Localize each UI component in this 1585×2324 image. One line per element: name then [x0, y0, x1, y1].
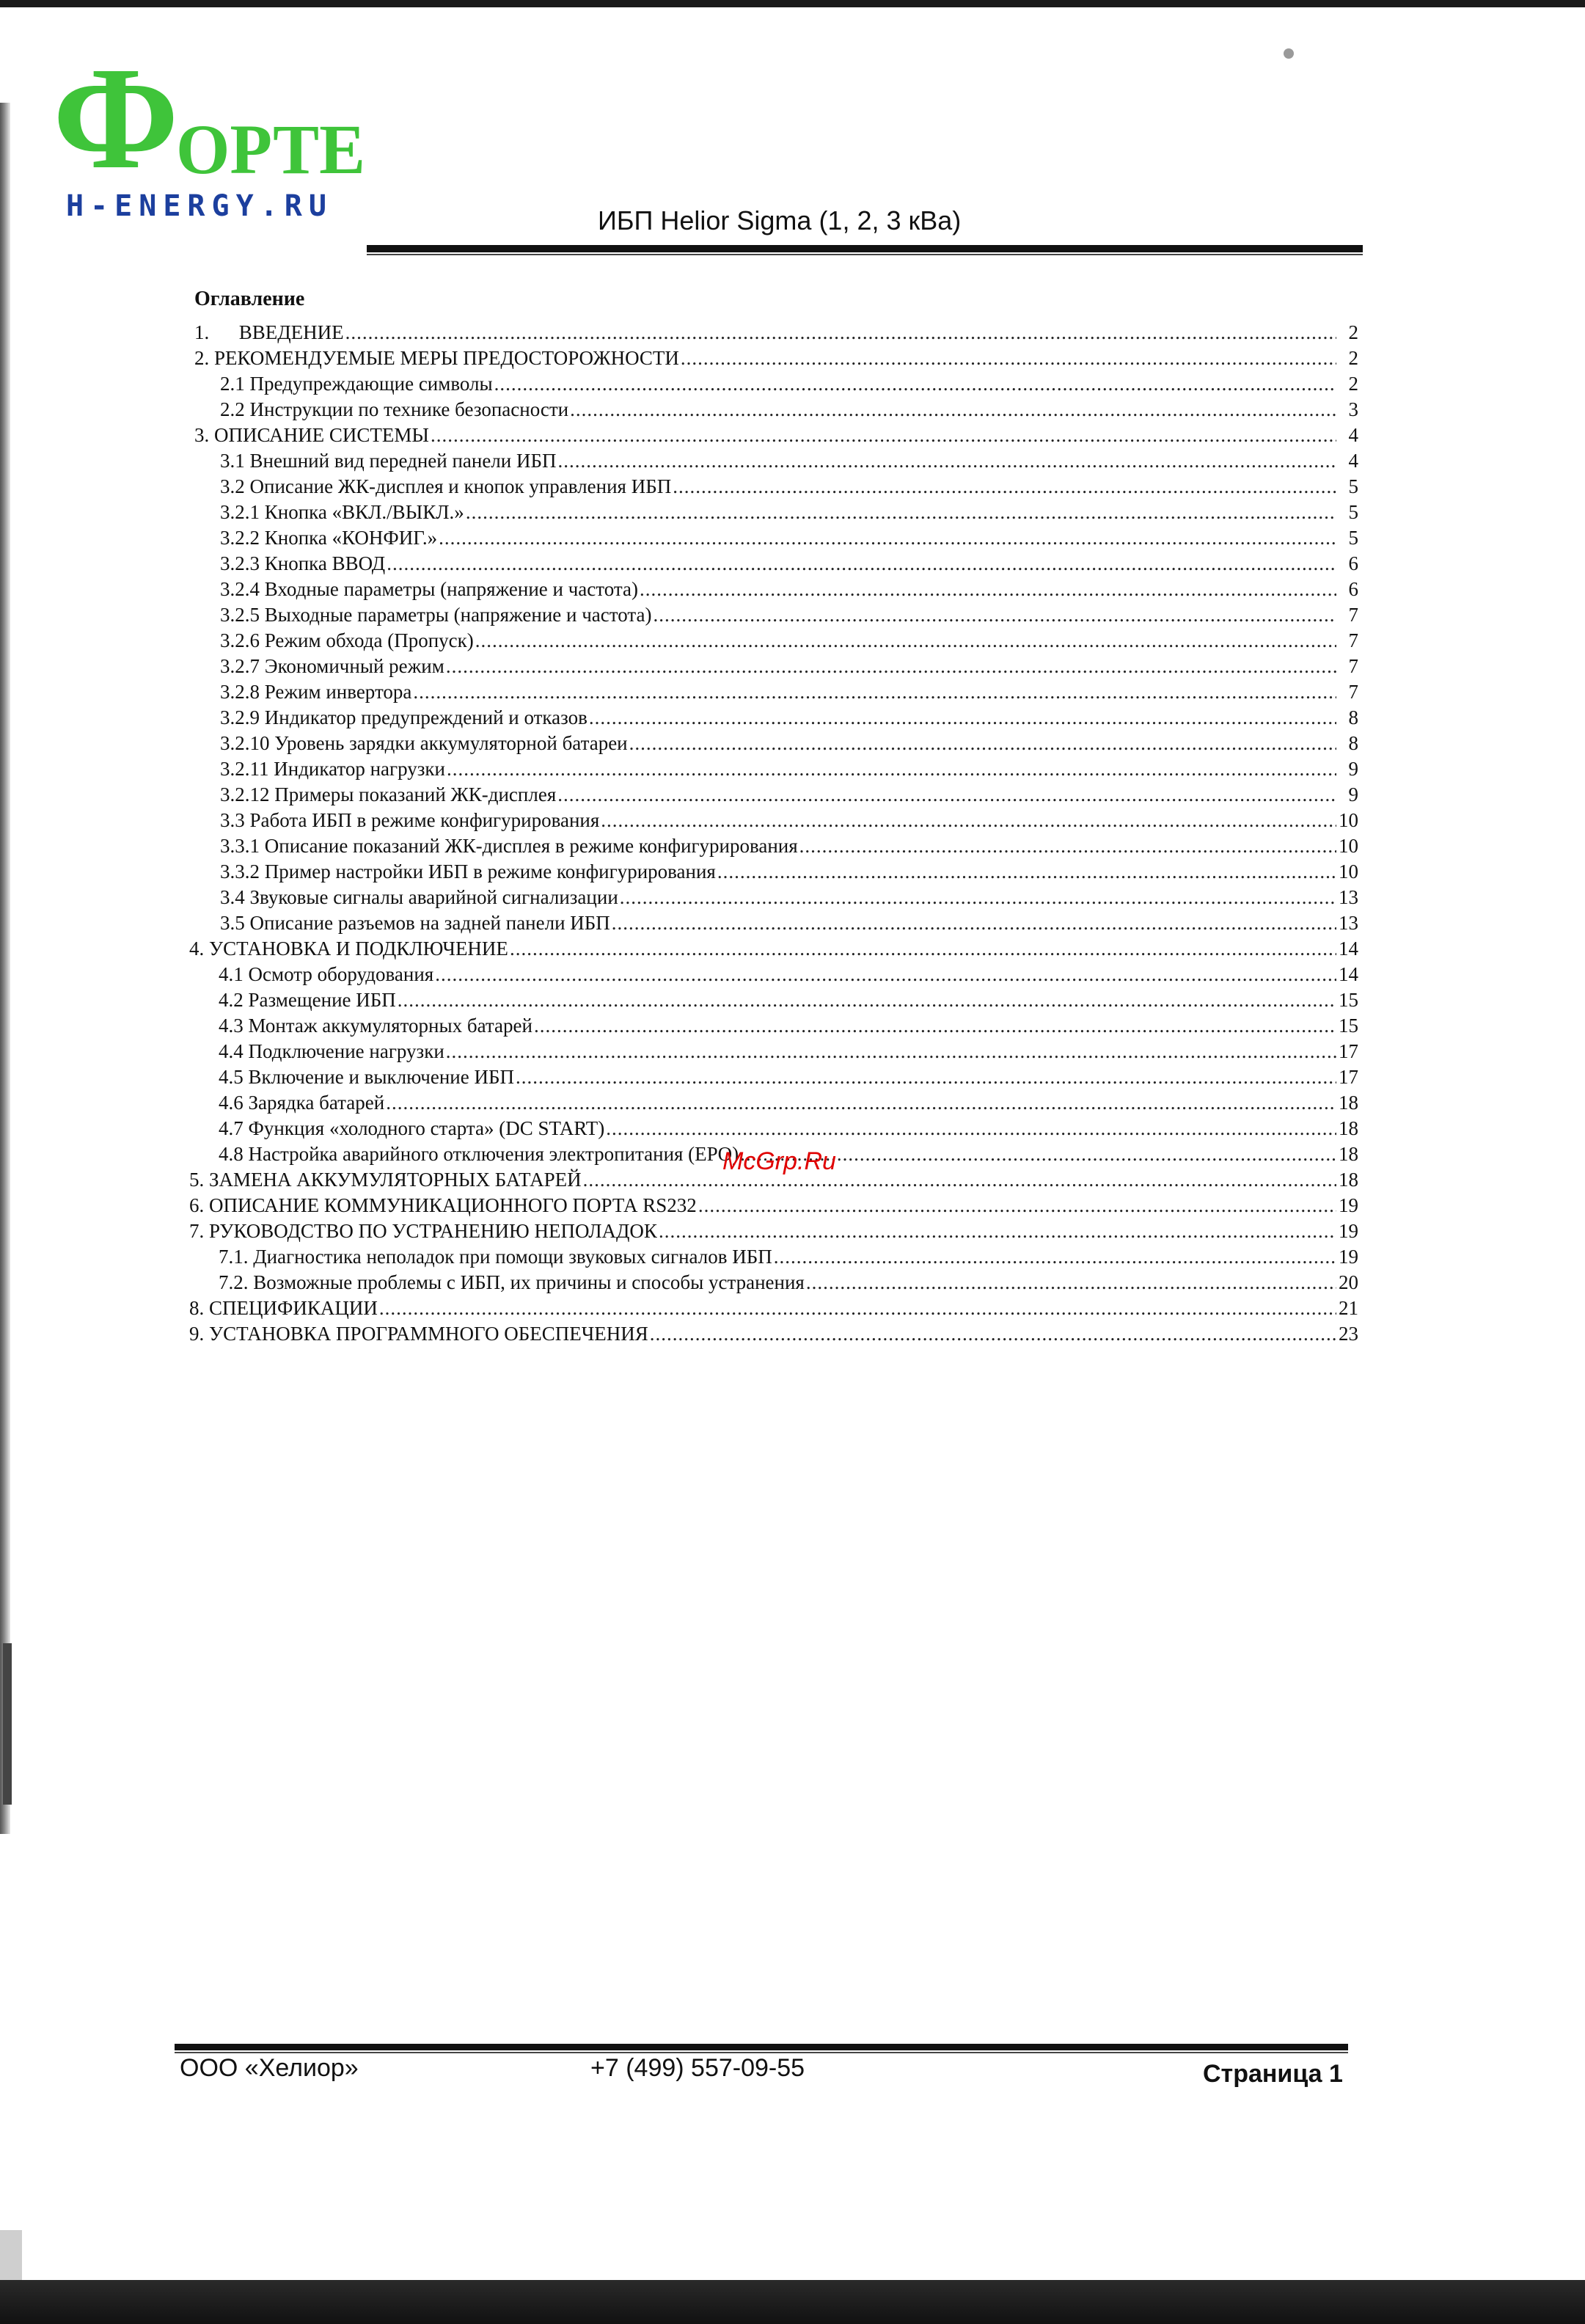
toc-entry[interactable] [220, 629, 1358, 656]
toc-entry-leader [717, 860, 1336, 883]
toc-entry-title: 3.2.5 Выходные параметры (напряжение и частота) [220, 604, 652, 626]
toc-entry-title: 3.2.4 Входные параметры (напряжение и частота) [220, 578, 638, 600]
toc-entry-leader [570, 398, 1336, 421]
toc-entry-page: 9 [1348, 758, 1358, 780]
toc-entry[interactable] [220, 552, 1358, 579]
toc-entry-title: 6. ОПИСАНИЕ КОММУНИКАЦИОННОГО ПОРТА RS232 [189, 1194, 697, 1216]
toc-entry-leader [510, 938, 1336, 960]
toc-entry-leader [431, 424, 1336, 447]
toc-entry-title: 3.3.1 Описание показаний ЖК-дисплея в режиме конфигурирования [220, 835, 798, 857]
toc-entry[interactable] [189, 938, 1358, 964]
toc-entry-page: 7 [1348, 655, 1358, 677]
toc-entry-leader [558, 450, 1337, 472]
footer-phone: +7 (499) 557-09-55 [590, 2054, 805, 2082]
toc-entry-leader [386, 1092, 1336, 1114]
toc-entry[interactable] [219, 1271, 1358, 1298]
toc-entry[interactable] [220, 475, 1358, 502]
toc-entry[interactable] [220, 732, 1358, 759]
toc-entry-title: 2. РЕКОМЕНДУЕМЫЕ МЕРЫ ПРЕДОСТОРОЖНОСТИ [194, 347, 679, 369]
toc-entry[interactable] [220, 450, 1358, 476]
toc-entry-leader [589, 706, 1336, 729]
toc-entry-page: 18 [1339, 1117, 1358, 1139]
toc-entry[interactable] [219, 963, 1358, 990]
toc-entry-page: 23 [1339, 1323, 1358, 1345]
toc-entry-page: 3 [1348, 398, 1358, 420]
toc-entry-title: 3.2.8 Режим инвертора [220, 681, 412, 703]
document-title: ИБП Helior Sigma (1, 2, 3 кВа) [598, 205, 962, 235]
toc-entry-title: 7.1. Диагностика неполадок при помощи звуковых сигналов ИБП [219, 1246, 772, 1268]
toc-entry-title: 5. ЗАМЕНА АККУМУЛЯТОРНЫХ БАТАРЕЙ [189, 1169, 582, 1191]
logo-word: ОРТЕ [176, 110, 365, 189]
toc-entry-leader [475, 629, 1336, 652]
toc-entry-title: 3.4 Звуковые сигналы аварийной сигнализации [220, 886, 618, 908]
toc-entry[interactable] [189, 1220, 1358, 1246]
toc-entry-title: 8. СПЕЦИФИКАЦИИ [189, 1297, 378, 1319]
footer-rule-thin [175, 2052, 1348, 2053]
toc-entry-page: 13 [1339, 912, 1358, 934]
toc-entry-page: 18 [1339, 1143, 1358, 1165]
toc-entry-page: 4 [1348, 424, 1358, 446]
toc-entry-leader [466, 501, 1336, 524]
toc-entry-page: 17 [1339, 1066, 1358, 1088]
toc-entry-title: 7. РУКОВОДСТВО ПО УСТРАНЕНИЮ НЕПОЛАДОК [189, 1220, 657, 1242]
toc-entry-leader [447, 758, 1336, 781]
toc-entry-title: 3.2.3 Кнопка ВВОД [220, 552, 386, 574]
toc-entry[interactable] [189, 1194, 1358, 1221]
toc-entry-leader [659, 1220, 1336, 1243]
toc-entry-title: 3.2.9 Индикатор предупреждений и отказов [220, 706, 587, 728]
logo-site: H-ENERGY.RU [66, 189, 333, 223]
toc-heading: Оглавление [194, 288, 305, 310]
toc-entry[interactable] [219, 1092, 1358, 1118]
toc-entry-leader [653, 604, 1336, 626]
toc-entry[interactable] [219, 989, 1358, 1015]
toc-entry-page: 10 [1339, 809, 1358, 831]
toc-entry[interactable] [220, 835, 1358, 861]
toc-entry-title: 3.2.6 Режим обхода (Пропуск) [220, 629, 474, 651]
toc-entry[interactable] [220, 758, 1358, 784]
toc-entry-title: 7.2. Возможные проблемы с ИБП, их причины и способы устранения [219, 1271, 805, 1293]
toc-entry[interactable] [220, 783, 1358, 810]
toc-entry-leader [606, 1117, 1336, 1140]
toc-entry-title: 3.2 Описание ЖК-дисплея и кнопок управления ИБП [220, 475, 672, 497]
toc-entry-title: 3.2.2 Кнопка «КОНФИГ.» [220, 527, 438, 549]
toc-entry-page: 4 [1348, 450, 1358, 472]
toc-entry-page: 19 [1339, 1194, 1358, 1216]
toc-entry-leader [435, 963, 1336, 986]
toc-entry-leader [806, 1271, 1336, 1294]
toc-entry-leader [446, 655, 1336, 678]
toc-entry-title: 1. ВВЕДЕНИЕ [194, 321, 344, 343]
toc-entry-leader [398, 989, 1336, 1012]
toc-entry-title: 4.1 Осмотр оборудования [219, 963, 434, 985]
toc-entry[interactable] [220, 373, 1358, 399]
toc-entry-leader [387, 552, 1336, 575]
toc-entry-page: 21 [1339, 1297, 1358, 1319]
toc-entry-title: 2.2 Инструкции по технике безопасности [220, 398, 569, 420]
toc-entry-page: 6 [1348, 552, 1358, 574]
toc-entry-title: 3.2.10 Уровень зарядки аккумуляторной батареи [220, 732, 628, 754]
toc-entry-page: 20 [1339, 1271, 1358, 1293]
toc-entry-leader [345, 321, 1336, 344]
toc-entry-title: 3.5 Описание разъемов на задней панели ИБП [220, 912, 610, 934]
toc-entry[interactable] [189, 1323, 1358, 1349]
toc-entry-page: 13 [1339, 886, 1358, 908]
toc-entry-title: 4. УСТАНОВКА И ПОДКЛЮЧЕНИЕ [189, 938, 508, 960]
toc-entry-leader [494, 373, 1336, 395]
toc-entry-leader [534, 1015, 1336, 1037]
logo-letter: Ф [53, 43, 179, 189]
toc-entry[interactable] [219, 1117, 1358, 1144]
toc-entry-title: 4.3 Монтаж аккумуляторных батарей [219, 1015, 532, 1037]
toc-entry-page: 9 [1348, 783, 1358, 805]
toc-entry[interactable] [219, 1066, 1358, 1092]
toc-entry[interactable] [220, 501, 1358, 527]
toc-entry-page: 8 [1348, 732, 1358, 754]
toc-entry[interactable] [220, 604, 1358, 630]
toc-entry-title: 3.2.1 Кнопка «ВКЛ./ВЫКЛ.» [220, 501, 464, 523]
toc-entry-leader [557, 783, 1336, 806]
toc-entry-title: 4.2 Размещение ИБП [219, 989, 396, 1011]
toc-entry[interactable] [220, 655, 1358, 682]
toc-entry-title: 3.2.12 Примеры показаний ЖК-дисплея [220, 783, 557, 805]
toc-entry-leader [516, 1066, 1336, 1089]
toc-entry[interactable] [220, 912, 1358, 938]
toc-entry-page: 5 [1348, 501, 1358, 523]
toc-entry-leader [620, 886, 1336, 909]
toc-entry-leader [774, 1246, 1336, 1268]
toc-entry-leader [673, 475, 1336, 498]
toc-entry-title: 3.1 Внешний вид передней панели ИБП [220, 450, 557, 472]
toc-entry-page: 7 [1348, 629, 1358, 651]
toc-entry-title: 3.2.11 Индикатор нагрузки [220, 758, 445, 780]
toc-entry-leader [799, 835, 1336, 858]
toc-entry[interactable] [220, 809, 1358, 836]
toc-entry-page: 2 [1348, 321, 1358, 343]
toc-entry-page: 18 [1339, 1169, 1358, 1191]
toc-entry-page: 10 [1339, 860, 1358, 883]
toc-entry-page: 15 [1339, 989, 1358, 1011]
toc-entry-page: 17 [1339, 1040, 1358, 1062]
toc-entry[interactable] [220, 398, 1358, 425]
toc-entry-leader [698, 1194, 1336, 1217]
toc-entry-leader [413, 681, 1336, 704]
toc-entry-title: 3. ОПИСАНИЕ СИСТЕМЫ [194, 424, 429, 446]
footer-rule [175, 2044, 1348, 2050]
toc-entry-leader [601, 809, 1336, 832]
toc-entry-title: 4.4 Подключение нагрузки [219, 1040, 444, 1062]
toc-entry-page: 15 [1339, 1015, 1358, 1037]
toc-entry[interactable] [189, 1297, 1358, 1323]
toc-entry-page: 7 [1348, 604, 1358, 626]
footer-company: ООО «Хелиор» [180, 2054, 359, 2082]
toc-entry[interactable] [220, 886, 1358, 913]
toc-entry-page: 18 [1339, 1092, 1358, 1114]
toc-entry-leader [629, 732, 1336, 755]
toc-entry[interactable] [220, 860, 1358, 887]
toc-entry[interactable] [219, 1246, 1358, 1272]
toc-entry[interactable] [220, 681, 1358, 707]
toc-entry-page: 5 [1348, 475, 1358, 497]
toc-entry-leader [612, 912, 1336, 935]
toc-entry[interactable] [194, 424, 1358, 450]
toc-entry[interactable] [219, 1040, 1358, 1067]
toc-entry-leader [439, 527, 1336, 549]
toc-entry-page: 2 [1348, 373, 1358, 395]
toc-entry-leader [681, 347, 1336, 370]
toc-entry-leader [650, 1323, 1336, 1345]
toc-entry-title: 4.6 Зарядка батарей [219, 1092, 385, 1114]
toc-entry-page: 6 [1348, 578, 1358, 600]
toc-entry-title: 3.3 Работа ИБП в режиме конфигурирования [220, 809, 600, 831]
toc-entry-page: 10 [1339, 835, 1358, 857]
toc-entry-page: 5 [1348, 527, 1358, 549]
toc-entry[interactable] [194, 347, 1358, 373]
toc-entry-title: 9. УСТАНОВКА ПРОГРАММНОГО ОБЕСПЕЧЕНИЯ [189, 1323, 648, 1345]
toc-entry-title: 2.1 Предупреждающие символы [220, 373, 493, 395]
toc-entry-title: 4.5 Включение и выключение ИБП [219, 1066, 514, 1088]
toc-entry-page: 2 [1348, 347, 1358, 369]
toc-entry-page: 7 [1348, 681, 1358, 703]
toc-entry[interactable] [194, 321, 1358, 348]
toc-entry[interactable] [220, 527, 1358, 553]
footer-page-number: Страница 1 [1203, 2060, 1343, 2088]
toc-entry-leader [379, 1297, 1336, 1320]
toc-entry-leader [640, 578, 1336, 601]
toc-entry-page: 19 [1339, 1220, 1358, 1242]
toc-entry-title: 3.3.2 Пример настройки ИБП в режиме конфигурирования [220, 860, 716, 883]
toc-entry-title: 4.7 Функция «холодного старта» (DC START) [219, 1117, 605, 1139]
toc-entry-page: 19 [1339, 1246, 1358, 1268]
toc-entry-page: 14 [1339, 963, 1358, 985]
toc-entry-page: 14 [1339, 938, 1358, 960]
toc-entry[interactable] [220, 706, 1358, 733]
toc-entry-leader [446, 1040, 1336, 1063]
toc-entry-page: 8 [1348, 706, 1358, 728]
toc-entry[interactable] [220, 578, 1358, 604]
toc-entry[interactable] [219, 1015, 1358, 1041]
toc-entry-leader [583, 1169, 1336, 1191]
toc-entry-title: 4.8 Настройка аварийного отключения электропитания (EPO) [219, 1143, 739, 1165]
watermark: McGrp.Ru [722, 1147, 836, 1175]
toc-entry-title: 3.2.7 Экономичный режим [220, 655, 444, 677]
